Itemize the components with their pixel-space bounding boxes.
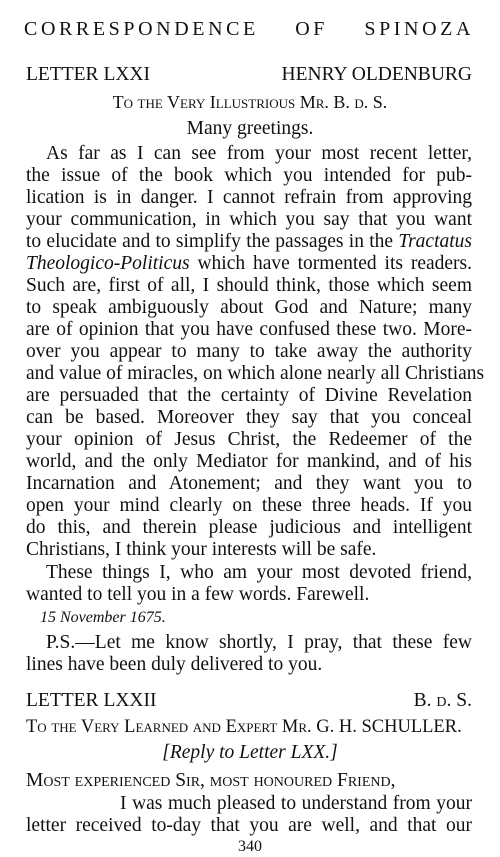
- letter-71-body-line: As far as I can see from your most recent letter,: [46, 143, 472, 164]
- letter-72-reply-note: [Reply to Letter LXX.]: [162, 742, 338, 763]
- letter-71-body-line: world, and the only Mediator for mankind, and of his: [26, 451, 472, 472]
- body-text: which have tormented its readers.: [197, 253, 472, 274]
- title-italic: Theologico-Politicus: [26, 253, 190, 274]
- letter-72-author: B. d. S.: [413, 690, 472, 711]
- letter-71-body-line: open your mind clearly on these three heads. If you: [26, 495, 472, 516]
- letter-71-closing-line: These things I, who am your most devoted friend,: [46, 562, 472, 583]
- letter-71-body-line: can be based. Moreover they say that you conceal: [26, 407, 472, 428]
- letter-71-ps-line: lines have been duly delivered to you.: [26, 654, 323, 675]
- letter-71-body-line: your communication, in which you say that you want: [26, 209, 472, 230]
- letter-71-body-line: do this, and therein please judicious and intelligent: [26, 517, 472, 538]
- letter-71-author: HENRY OLDENBURG: [281, 64, 472, 85]
- letter-71-number: LETTER LXXI: [26, 64, 151, 85]
- letter-71-body-line: to speak ambiguously about God and Nature; many: [26, 297, 472, 318]
- letter-71-body-line: [26, 253, 472, 275]
- letter-71-ps-line: P.S.—Let me know shortly, I pray, that these few: [46, 632, 472, 653]
- body-text: to elucidate and to simplify the passages in the: [26, 231, 394, 252]
- running-head: [24, 18, 474, 41]
- letter-72-body-line: I was much pleased to understand from your: [120, 793, 472, 814]
- letter-72-number: LETTER LXXII: [26, 690, 157, 711]
- letter-71-body-line: [26, 231, 472, 253]
- letter-71-closing-line: wanted to tell you in a few words. Farewell.: [26, 584, 370, 605]
- letter-71-body-line: Christians, I think your interests will be safe.: [26, 539, 377, 560]
- letter-71-body-line: your opinion of Jesus Christ, the Redeemer of the: [26, 429, 472, 450]
- letter-72-body-line: letter received to-day that you are well, and that our: [26, 815, 472, 836]
- letter-71-body-line: are of opinion that you have confused these two. More-: [26, 319, 472, 340]
- letter-71-body-line: are persuaded that the certainty of Divine Revelation: [26, 385, 472, 406]
- letter-71-body-line: the issue of the book which you intended for pub-: [26, 165, 472, 186]
- letter-72-address: To the Very Learned and Expert Mr. G. H. SCHULLER.: [26, 717, 462, 737]
- letter-71-body-line: over you appear to many to take away the authority: [26, 341, 472, 362]
- letter-71-address: To the Very Illustrious Mr. B. d. S.: [112, 92, 388, 112]
- letter-71-date: 15 November 1675.: [40, 609, 166, 626]
- running-head-left: CORRESPONDENCE: [24, 18, 259, 40]
- letter-71-body-line: lication is in danger. I cannot refrain from approving: [26, 187, 472, 208]
- letter-72-salutation: Most experienced Sir, most honoured Friend,: [26, 770, 396, 791]
- letter-71-greeting: Many greetings.: [186, 118, 314, 139]
- letter-71-body-line: and value of miracles, on which alone nearly all Christians: [26, 363, 485, 384]
- letter-71-body-line: Incarnation and Atonement; and they want you to: [26, 473, 472, 494]
- running-head-middle: OF: [295, 18, 328, 40]
- running-head-right: SPINOZA: [364, 18, 474, 40]
- letter-71-body-line: Such are, first of all, I should think, those which seem: [26, 275, 472, 296]
- title-italic: Tractatus: [398, 231, 472, 252]
- page-number: 340: [238, 838, 262, 855]
